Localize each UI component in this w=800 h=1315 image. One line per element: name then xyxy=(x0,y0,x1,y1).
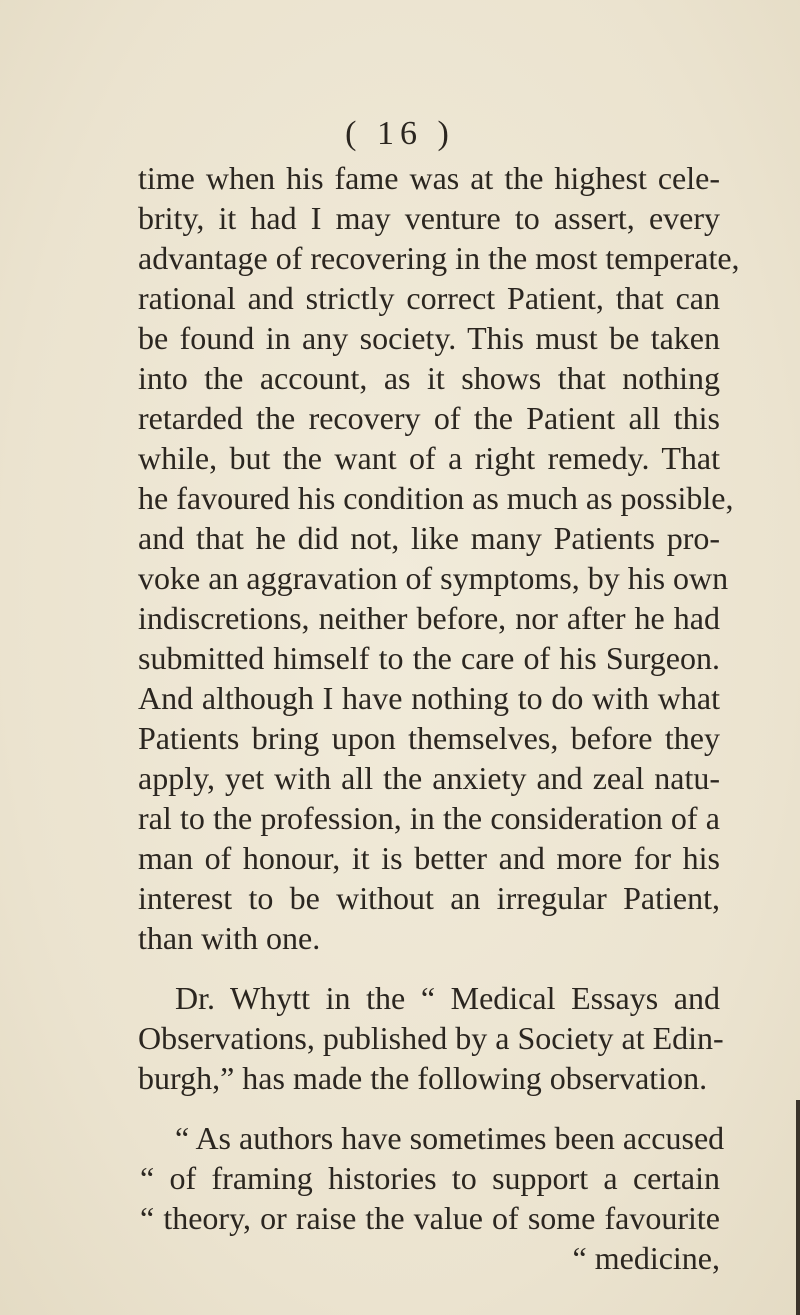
text-line: ral to the profession, in the consideration of a xyxy=(138,800,720,836)
text-line: man of honour, it is better and more for his xyxy=(138,840,720,876)
text-line: than with one. xyxy=(138,920,321,956)
text-line: advantage of recovering in the most temperate, xyxy=(138,240,740,276)
text-line: rational and strictly correct Patient, that can xyxy=(138,280,720,316)
text-line: “ of framing histories to support a certain xyxy=(140,1160,720,1196)
text-line: time when his fame was at the highest cele- xyxy=(138,160,720,196)
text-line: and that he did not, like many Patients pro- xyxy=(138,520,720,556)
text-line: “ As authors have sometimes been accused xyxy=(175,1120,725,1156)
text-line: submitted himself to the care of his Surgeon. xyxy=(138,640,720,676)
text-line: interest to be without an irregular Patient, xyxy=(138,880,720,916)
text-line: voke an aggravation of symptoms, by his own xyxy=(138,560,729,596)
text-line: And although I have nothing to do with what xyxy=(138,680,720,716)
text-line: “ theory, or raise the value of some favourite xyxy=(140,1200,720,1236)
text-line: while, but the want of a right remedy. That xyxy=(138,440,720,476)
text-line: indiscretions, neither before, nor after he had xyxy=(138,600,720,636)
text-line: brity, it had I may venture to assert, every xyxy=(138,200,720,236)
text-line: retarded the recovery of the Patient all this xyxy=(138,400,720,436)
text-line: Dr. Whytt in the “ Medical Essays and xyxy=(175,980,720,1016)
catchword: “ medicine, xyxy=(572,1240,720,1276)
text-line: burgh,” has made the following observation. xyxy=(138,1060,708,1096)
page-edge-shadow xyxy=(796,1100,800,1315)
page-number: ( 16 ) xyxy=(345,115,455,152)
text-line: Patients bring upon themselves, before they xyxy=(138,720,720,756)
text-line: he favoured his condition as much as possible, xyxy=(138,480,734,516)
text-line: into the account, as it shows that nothing xyxy=(138,360,720,396)
text-line: Observations, published by a Society at Edin- xyxy=(138,1020,724,1056)
text-line: apply, yet with all the anxiety and zeal natu- xyxy=(138,760,720,796)
text-line: be found in any society. This must be taken xyxy=(138,320,720,356)
